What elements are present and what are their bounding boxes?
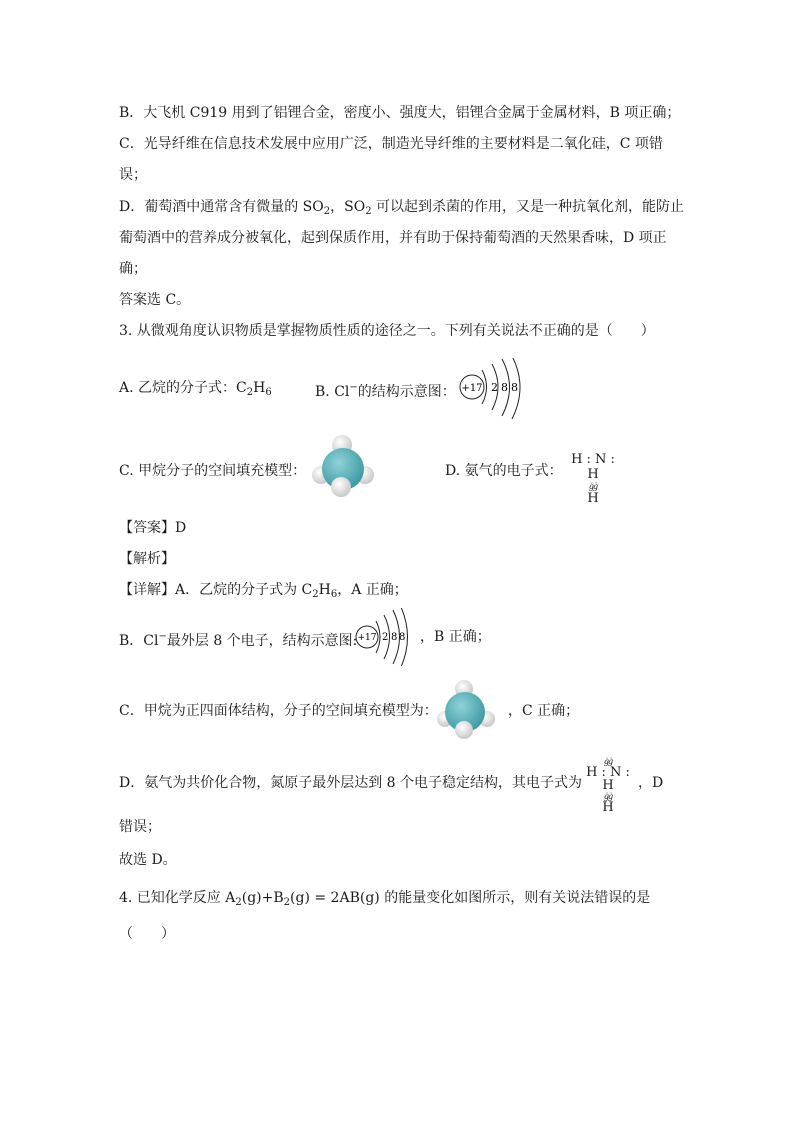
analysis-tag: 【解析】 [119, 551, 175, 567]
hydrogen-atom [331, 477, 351, 497]
ammonia-formula-bottom: H [602, 800, 614, 815]
shell-count-2: 8 [391, 632, 398, 643]
q3-option-a: A. 乙烷的分子式：$C_2H_6$ [119, 380, 272, 398]
detail-b: B．Cl−最外层 8 个电子，结构示意图: [119, 631, 358, 649]
detail-c-end: ，C 正确； [508, 703, 580, 719]
explanation-b: B．大飞机 C919 用到了铝锂合金，密度小、强度大，铝锂合金属于金属材料，B 项正确； [119, 105, 681, 121]
detail-c: C．甲烷为正四面体结构，分子的空间填充模型为： [119, 703, 438, 719]
shell-count-1: 2 [382, 632, 389, 643]
q3-option-c: C. 甲烷分子的空间填充模型： [119, 463, 307, 479]
previous-answer: 答案选 C。 [119, 292, 191, 308]
nucleus-charge: +17 [461, 383, 483, 394]
answer-tag: 【答案】D [119, 520, 187, 536]
ammonia-electron-dots: ġġ [603, 757, 613, 766]
explanation-d-line2: 葡萄酒中的营养成分被氧化，起到保质作用，并有助于保持葡萄酒的天然果香味，D 项正 [119, 230, 667, 246]
chloride-structure-diagram-detail [354, 608, 412, 666]
explanation-c-line2: 误； [119, 167, 147, 183]
detail-d-end: ，D [638, 775, 664, 791]
q4-stem-line2: （ ） [119, 926, 175, 942]
shell-count-3: 8 [511, 381, 518, 394]
q4-stem: 4. 已知化学反应 $A_2(g)+B_2(g) = 2AB(g)$ 的能量变化如图所示，则有关说法错误的是 [119, 890, 651, 908]
detail-d: D．氨气为共价化合物，氮原子最外层达到 8 个电子稳定结构，其电子式为 [119, 775, 583, 791]
explanation-c-line1: C．光导纤维在信息技术发展中应用广泛，制造光导纤维的主要材料是二氧化硅，C 项错 [119, 136, 663, 152]
chloride-structure-diagram [458, 358, 528, 420]
conclusion: 故选 D。 [119, 852, 177, 868]
q3-option-b: B. Cl−的结构示意图： [315, 382, 456, 400]
ammonia-electron-formula [565, 452, 621, 506]
hydrogen-atom [455, 721, 473, 739]
ammonia-electron-dots: ġġ [603, 792, 613, 801]
detail-a: 【详解】A．乙烷的分子式为 $C_2H_6$，A 正确； [119, 582, 408, 600]
ammonia-formula-top: H : N : H [586, 765, 630, 793]
shell-count-1: 2 [491, 381, 498, 394]
q3-stem: 3. 从微观角度认识物质是掌握物质性质的途径之一。下列有关说法不正确的是（ ） [119, 323, 655, 339]
explanation-d-line3: 确； [119, 261, 147, 277]
q3-option-d: D. 氨气的电子式： [445, 463, 563, 479]
ammonia-electron-dots: ġġ [588, 482, 598, 491]
methane-model-detail [437, 679, 495, 741]
shell-count-3: 8 [399, 632, 406, 643]
shell-count-2: 8 [501, 381, 508, 394]
explanation-d-line1: D．葡萄酒中通常含有微量的 $SO_2$，$SO_2$ 可以起到杀菌的作用，又是一种抗氧化剂，能防止 [119, 199, 685, 217]
ammonia-electron-formula-detail [580, 757, 636, 814]
nucleus-charge: +17 [357, 633, 377, 643]
detail-b-end: ，B 正确； [420, 629, 491, 645]
ammonia-formula-top: H : N : H [571, 452, 615, 482]
ammonia-formula-bottom: H [587, 491, 599, 506]
detail-d-line2: 错误； [119, 819, 161, 835]
methane-model [312, 434, 374, 498]
